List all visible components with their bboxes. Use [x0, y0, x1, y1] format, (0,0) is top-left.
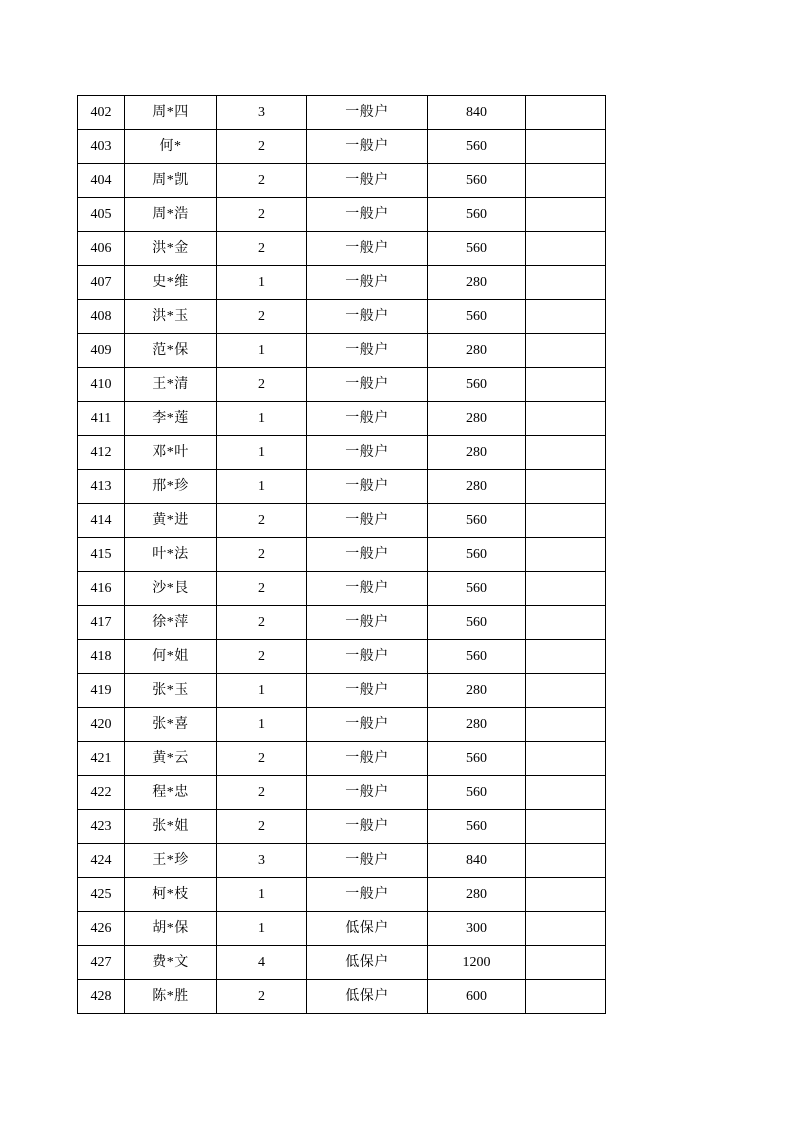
cell-note [526, 504, 606, 538]
cell-name: 程*忠 [125, 776, 217, 810]
cell-note [526, 232, 606, 266]
cell-count: 1 [217, 708, 307, 742]
cell-type: 一般户 [307, 266, 428, 300]
cell-count: 1 [217, 674, 307, 708]
table-row [78, 436, 606, 470]
table-row [78, 708, 606, 742]
cell-seq: 406 [78, 232, 125, 266]
cell-count: 1 [217, 470, 307, 504]
cell-name: 何*姐 [125, 640, 217, 674]
cell-amount: 560 [428, 504, 526, 538]
cell-type: 一般户 [307, 334, 428, 368]
cell-seq: 418 [78, 640, 125, 674]
cell-count: 4 [217, 946, 307, 980]
cell-amount: 280 [428, 708, 526, 742]
cell-amount: 560 [428, 232, 526, 266]
cell-count: 1 [217, 912, 307, 946]
cell-note [526, 606, 606, 640]
cell-note [526, 572, 606, 606]
cell-name: 李*莲 [125, 402, 217, 436]
cell-name: 张*姐 [125, 810, 217, 844]
cell-note [526, 810, 606, 844]
beneficiary-table [77, 95, 606, 1014]
cell-type: 一般户 [307, 436, 428, 470]
cell-name: 洪*金 [125, 232, 217, 266]
cell-count: 2 [217, 198, 307, 232]
cell-seq: 423 [78, 810, 125, 844]
table-row [78, 538, 606, 572]
cell-name: 徐*萍 [125, 606, 217, 640]
cell-note [526, 402, 606, 436]
cell-amount: 560 [428, 368, 526, 402]
table-row [78, 368, 606, 402]
cell-type: 一般户 [307, 674, 428, 708]
cell-note [526, 436, 606, 470]
cell-type: 一般户 [307, 640, 428, 674]
cell-name: 洪*玉 [125, 300, 217, 334]
cell-count: 2 [217, 300, 307, 334]
table-row [78, 606, 606, 640]
cell-count: 2 [217, 232, 307, 266]
cell-count: 1 [217, 402, 307, 436]
cell-name: 黄*进 [125, 504, 217, 538]
cell-seq: 415 [78, 538, 125, 572]
cell-seq: 403 [78, 130, 125, 164]
table-row [78, 164, 606, 198]
cell-name: 王*清 [125, 368, 217, 402]
cell-type: 一般户 [307, 232, 428, 266]
table-row [78, 640, 606, 674]
cell-type: 一般户 [307, 130, 428, 164]
cell-seq: 417 [78, 606, 125, 640]
table-row [78, 96, 606, 130]
table-row [78, 946, 606, 980]
table-row [78, 572, 606, 606]
cell-type: 一般户 [307, 742, 428, 776]
cell-note [526, 878, 606, 912]
cell-type: 一般户 [307, 844, 428, 878]
cell-count: 1 [217, 266, 307, 300]
table-row [78, 878, 606, 912]
cell-note [526, 946, 606, 980]
cell-note [526, 708, 606, 742]
cell-name: 张*玉 [125, 674, 217, 708]
table-container [77, 95, 601, 1014]
cell-amount: 560 [428, 538, 526, 572]
cell-type: 一般户 [307, 810, 428, 844]
table-row [78, 470, 606, 504]
cell-type: 低保户 [307, 980, 428, 1014]
cell-amount: 280 [428, 266, 526, 300]
cell-amount: 560 [428, 572, 526, 606]
cell-amount: 560 [428, 164, 526, 198]
table-row [78, 674, 606, 708]
cell-count: 1 [217, 878, 307, 912]
cell-type: 一般户 [307, 402, 428, 436]
cell-amount: 560 [428, 606, 526, 640]
cell-note [526, 742, 606, 776]
table-row [78, 334, 606, 368]
table-row [78, 198, 606, 232]
cell-count: 2 [217, 980, 307, 1014]
cell-seq: 428 [78, 980, 125, 1014]
cell-count: 2 [217, 368, 307, 402]
cell-type: 一般户 [307, 470, 428, 504]
cell-amount: 560 [428, 742, 526, 776]
cell-count: 2 [217, 776, 307, 810]
cell-amount: 560 [428, 198, 526, 232]
table-row [78, 504, 606, 538]
table-row [78, 980, 606, 1014]
table-row [78, 912, 606, 946]
cell-note [526, 96, 606, 130]
cell-seq: 419 [78, 674, 125, 708]
cell-name: 费*文 [125, 946, 217, 980]
cell-amount: 280 [428, 470, 526, 504]
cell-count: 2 [217, 572, 307, 606]
cell-amount: 280 [428, 334, 526, 368]
cell-name: 陈*胜 [125, 980, 217, 1014]
cell-amount: 280 [428, 878, 526, 912]
cell-name: 邢*珍 [125, 470, 217, 504]
table-row [78, 130, 606, 164]
cell-name: 周*凯 [125, 164, 217, 198]
cell-type: 一般户 [307, 96, 428, 130]
cell-note [526, 334, 606, 368]
cell-count: 2 [217, 164, 307, 198]
cell-name: 邓*叶 [125, 436, 217, 470]
table-row [78, 266, 606, 300]
cell-name: 范*保 [125, 334, 217, 368]
cell-note [526, 776, 606, 810]
table-body [78, 96, 606, 1014]
cell-seq: 409 [78, 334, 125, 368]
cell-note [526, 266, 606, 300]
cell-amount: 560 [428, 810, 526, 844]
cell-count: 2 [217, 130, 307, 164]
cell-count: 2 [217, 606, 307, 640]
cell-type: 低保户 [307, 912, 428, 946]
cell-type: 一般户 [307, 164, 428, 198]
cell-note [526, 538, 606, 572]
cell-seq: 422 [78, 776, 125, 810]
table-row [78, 844, 606, 878]
cell-type: 一般户 [307, 198, 428, 232]
cell-name: 黄*云 [125, 742, 217, 776]
table-row [78, 810, 606, 844]
table-row [78, 300, 606, 334]
cell-type: 一般户 [307, 606, 428, 640]
cell-note [526, 912, 606, 946]
cell-name: 柯*枝 [125, 878, 217, 912]
cell-count: 2 [217, 538, 307, 572]
cell-seq: 426 [78, 912, 125, 946]
cell-amount: 1200 [428, 946, 526, 980]
table-row [78, 232, 606, 266]
cell-note [526, 470, 606, 504]
cell-name: 张*喜 [125, 708, 217, 742]
cell-note [526, 674, 606, 708]
cell-count: 1 [217, 334, 307, 368]
cell-amount: 280 [428, 674, 526, 708]
cell-amount: 560 [428, 300, 526, 334]
cell-seq: 410 [78, 368, 125, 402]
cell-seq: 405 [78, 198, 125, 232]
cell-seq: 416 [78, 572, 125, 606]
table-row [78, 776, 606, 810]
cell-name: 周*四 [125, 96, 217, 130]
cell-amount: 560 [428, 776, 526, 810]
cell-count: 2 [217, 810, 307, 844]
cell-seq: 408 [78, 300, 125, 334]
cell-count: 3 [217, 96, 307, 130]
table-row [78, 742, 606, 776]
cell-name: 胡*保 [125, 912, 217, 946]
cell-type: 一般户 [307, 300, 428, 334]
cell-count: 2 [217, 742, 307, 776]
cell-seq: 411 [78, 402, 125, 436]
cell-seq: 424 [78, 844, 125, 878]
cell-seq: 421 [78, 742, 125, 776]
cell-seq: 414 [78, 504, 125, 538]
cell-seq: 425 [78, 878, 125, 912]
cell-seq: 413 [78, 470, 125, 504]
cell-seq: 412 [78, 436, 125, 470]
cell-name: 沙*艮 [125, 572, 217, 606]
cell-count: 1 [217, 436, 307, 470]
cell-amount: 840 [428, 96, 526, 130]
cell-amount: 600 [428, 980, 526, 1014]
cell-note [526, 980, 606, 1014]
cell-amount: 300 [428, 912, 526, 946]
cell-amount: 280 [428, 436, 526, 470]
cell-seq: 407 [78, 266, 125, 300]
cell-note [526, 164, 606, 198]
cell-type: 一般户 [307, 572, 428, 606]
table-row [78, 402, 606, 436]
cell-name: 叶*法 [125, 538, 217, 572]
cell-count: 2 [217, 640, 307, 674]
cell-type: 一般户 [307, 776, 428, 810]
cell-amount: 560 [428, 640, 526, 674]
cell-count: 3 [217, 844, 307, 878]
cell-note [526, 640, 606, 674]
cell-seq: 427 [78, 946, 125, 980]
cell-type: 一般户 [307, 878, 428, 912]
cell-type: 一般户 [307, 368, 428, 402]
cell-name: 王*珍 [125, 844, 217, 878]
cell-type: 一般户 [307, 538, 428, 572]
cell-count: 2 [217, 504, 307, 538]
cell-seq: 402 [78, 96, 125, 130]
cell-seq: 404 [78, 164, 125, 198]
cell-name: 周*浩 [125, 198, 217, 232]
cell-type: 低保户 [307, 946, 428, 980]
cell-note [526, 130, 606, 164]
cell-seq: 420 [78, 708, 125, 742]
cell-name: 史*维 [125, 266, 217, 300]
cell-amount: 840 [428, 844, 526, 878]
cell-amount: 280 [428, 402, 526, 436]
cell-amount: 560 [428, 130, 526, 164]
cell-type: 一般户 [307, 504, 428, 538]
cell-note [526, 844, 606, 878]
cell-name: 何* [125, 130, 217, 164]
cell-note [526, 368, 606, 402]
cell-type: 一般户 [307, 708, 428, 742]
cell-note [526, 300, 606, 334]
cell-note [526, 198, 606, 232]
